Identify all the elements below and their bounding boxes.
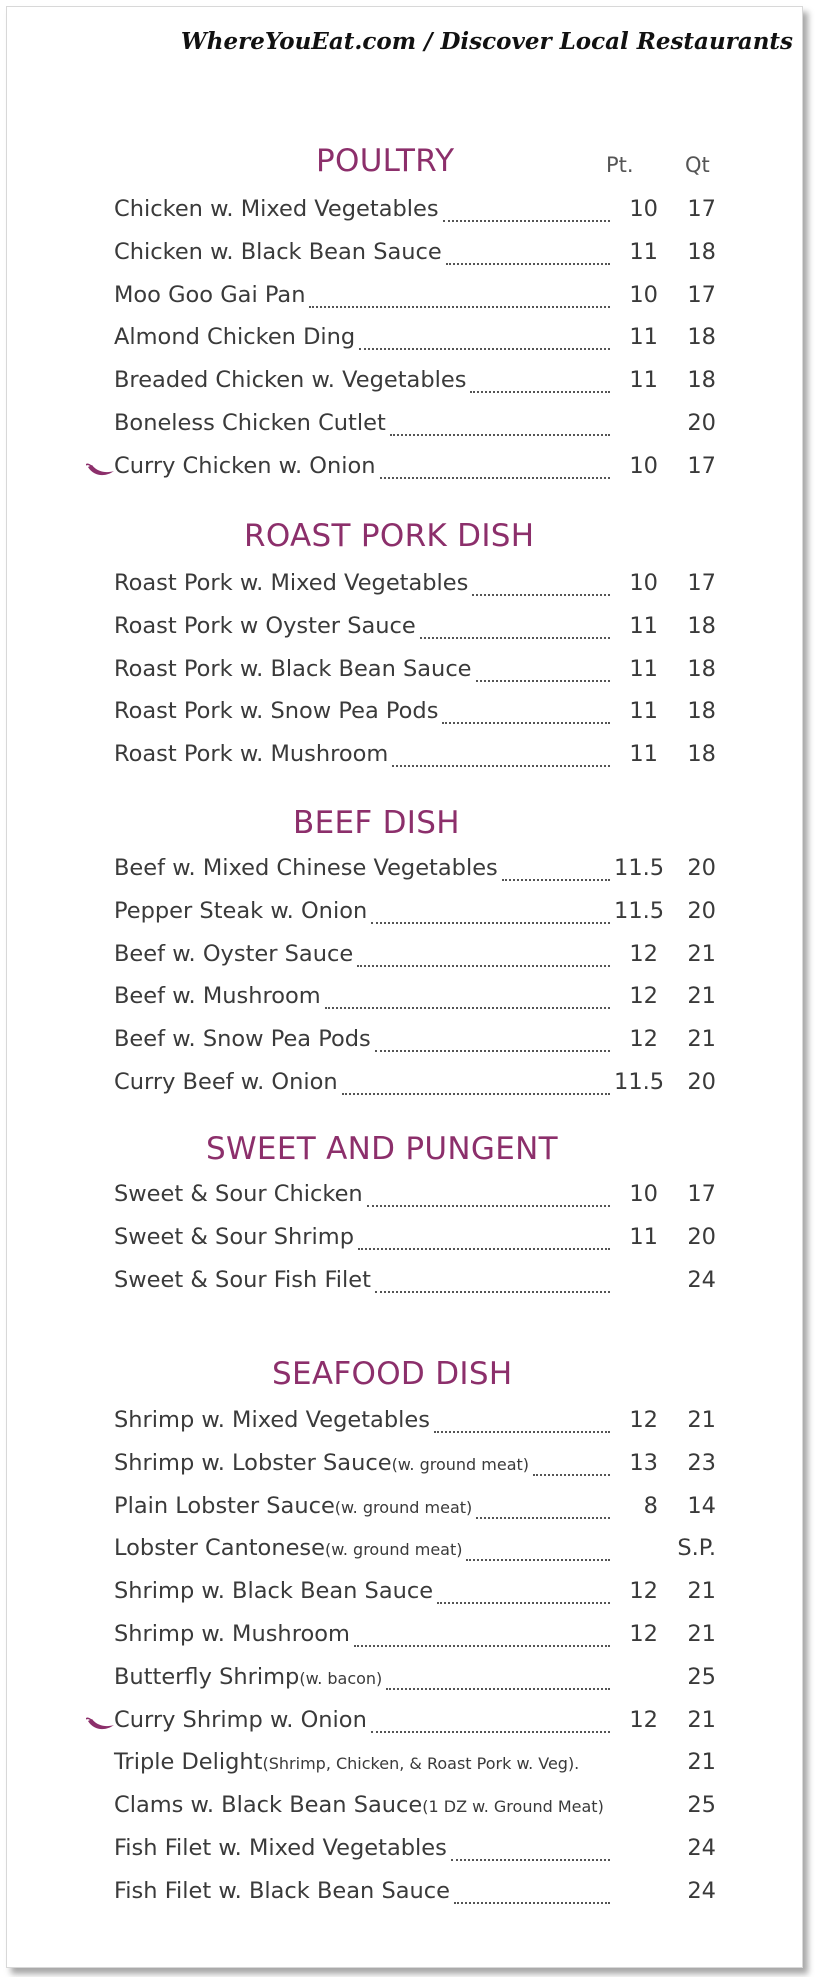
dot-leader [470, 391, 610, 393]
column-header-qt: Qt [685, 153, 710, 177]
menu-item [114, 239, 716, 275]
menu-item-name: Triple Delight [114, 1749, 263, 1776]
section-title: SWEET AND PUNGENT [206, 1131, 558, 1167]
menu-item-name: Beef w. Oyster Sauce [114, 940, 354, 967]
price-pint: 11 [629, 367, 658, 394]
price-quart: 20 [687, 855, 716, 881]
menu-item [114, 1707, 716, 1743]
menu-item-note: (Shrimp, Chicken, & Roast Pork w. Veg). [262, 1754, 580, 1774]
dot-leader [375, 1291, 610, 1293]
menu-item-name: Roast Pork w. Mushroom [114, 741, 389, 768]
price-pint: 11 [629, 655, 658, 682]
dot-leader [446, 263, 610, 265]
menu-item-name: Fish Filet w. Mixed Vegetables [114, 1835, 447, 1861]
menu-item [114, 282, 716, 318]
menu-item-name: Chicken w. Mixed Vegetables [114, 196, 439, 222]
menu-item-name: Roast Pork w. Snow Pea Pods [114, 698, 439, 725]
dot-leader [420, 637, 610, 639]
menu-item [114, 367, 716, 403]
menu-item [114, 453, 716, 489]
menu-item [114, 1664, 716, 1700]
price-pint: 12 [629, 1578, 658, 1605]
price-quart: 25 [687, 1792, 716, 1819]
menu-item [114, 1749, 716, 1785]
price-quart: 21 [687, 1749, 716, 1776]
price-quart: 21 [687, 1026, 716, 1053]
menu-item-name: Shrimp w. Black Bean Sauce [114, 1578, 434, 1605]
menu-item [114, 1535, 716, 1571]
price-quart: 18 [687, 612, 716, 639]
dot-leader [392, 765, 610, 767]
price-quart: 21 [687, 1578, 716, 1605]
menu-item [114, 1407, 716, 1443]
menu-item-note: (w. bacon) [299, 1668, 383, 1688]
price-quart: 18 [687, 741, 716, 768]
menu-item [114, 741, 716, 777]
section-title: SEAFOOD DISH [272, 1356, 513, 1392]
price-quart: 24 [687, 1266, 716, 1293]
dot-leader [437, 1602, 610, 1604]
dot-leader [442, 722, 610, 724]
price-pint: 11 [629, 698, 658, 725]
menu-item-name: Shrimp w. Mixed Vegetables [114, 1407, 430, 1433]
dot-leader [476, 680, 610, 682]
price-pint: 11 [629, 1223, 658, 1250]
menu-item-name: Roast Pork w. Black Bean Sauce [114, 655, 472, 682]
price-pint: 11.5 [614, 855, 665, 881]
dot-leader [371, 1731, 610, 1733]
price-quart: 21 [687, 1706, 716, 1733]
price-quart: 20 [687, 1223, 716, 1250]
dot-leader [359, 348, 610, 350]
menu-item-name: Curry Shrimp w. Onion [114, 1706, 367, 1733]
menu-item [114, 1181, 716, 1217]
menu-item [114, 1878, 716, 1914]
menu-item-name: Lobster Cantonese [114, 1535, 325, 1562]
chili-pepper-icon [86, 463, 116, 479]
price-quart: 24 [687, 1877, 716, 1904]
menu-item [114, 410, 716, 446]
price-pint: 10 [629, 1181, 658, 1207]
menu-item [114, 941, 716, 977]
menu-item-name: Almond Chicken Ding [114, 324, 356, 351]
price-pint: 8 [643, 1492, 658, 1519]
price-quart: 23 [687, 1449, 716, 1476]
price-pint: 12 [629, 1407, 658, 1433]
menu-item [114, 1224, 716, 1260]
price-pint: 11 [629, 612, 658, 639]
menu-item [114, 656, 716, 692]
dot-leader [454, 1902, 610, 1904]
dot-leader [309, 306, 610, 308]
menu-item-name: Breaded Chicken w. Vegetables [114, 367, 467, 394]
price-quart: 17 [687, 196, 716, 222]
price-pint: 11.5 [614, 897, 665, 924]
menu-item [114, 1069, 716, 1105]
column-header-pt: Pt. [606, 153, 634, 177]
price-quart: 21 [687, 940, 716, 967]
dot-leader [502, 879, 610, 881]
dot-leader [325, 1007, 610, 1009]
menu-item [114, 983, 716, 1019]
menu-item-name: Curry Beef w. Onion [114, 1069, 338, 1095]
price-quart: 17 [687, 452, 716, 479]
price-quart: 21 [687, 1621, 716, 1647]
dot-leader [466, 1559, 610, 1561]
section-title: POULTRY [316, 143, 455, 179]
menu-item-name: Roast Pork w. Mixed Vegetables [114, 570, 469, 596]
menu-item-note: (1 DZ w. Ground Meat) [422, 1797, 604, 1817]
price-quart: 20 [687, 897, 716, 924]
price-pint: 11.5 [614, 1069, 665, 1095]
dot-leader [367, 1205, 610, 1207]
menu-item-name: Sweet & Sour Shrimp [114, 1223, 354, 1250]
dot-leader [443, 220, 610, 222]
menu-item-name: Shrimp w. Mushroom [114, 1621, 350, 1647]
dot-leader [375, 1050, 610, 1052]
dot-leader [371, 922, 610, 924]
price-pint: 12 [629, 1621, 658, 1647]
price-quart: 18 [687, 367, 716, 394]
price-quart: 17 [687, 570, 716, 596]
price-pint: 12 [629, 1706, 658, 1733]
price-quart: 18 [687, 238, 716, 265]
price-pint: 11 [629, 238, 658, 265]
chili-pepper-icon [86, 1717, 116, 1733]
menu-item-note: (w. ground meat) [334, 1497, 473, 1517]
price-quart: S.P. [677, 1535, 716, 1562]
menu-item [114, 1578, 716, 1614]
menu-item-name: Beef w. Mushroom [114, 983, 321, 1010]
menu-item [114, 196, 716, 232]
price-pint: 10 [629, 452, 658, 479]
menu-item-name: Pepper Steak w. Onion [114, 897, 368, 924]
section-title: ROAST PORK DISH [244, 518, 535, 554]
dot-leader [354, 1645, 610, 1647]
price-pint: 11 [629, 324, 658, 351]
menu-item-name: Clams w. Black Bean Sauce [114, 1792, 423, 1819]
menu-item [114, 324, 716, 360]
menu-item [114, 1621, 716, 1657]
price-quart: 20 [687, 410, 716, 436]
dot-leader [386, 1688, 610, 1690]
price-quart: 18 [687, 655, 716, 682]
menu-item [114, 1450, 716, 1486]
menu-item [114, 570, 716, 606]
dot-leader [380, 477, 610, 479]
price-quart: 20 [687, 1069, 716, 1095]
menu-item [114, 855, 716, 891]
menu-item-note: (w. ground meat) [391, 1454, 530, 1474]
menu-item [114, 1026, 716, 1062]
menu-item-name: Curry Chicken w. Onion [114, 452, 376, 479]
menu-item-name: Plain Lobster Sauce [114, 1492, 335, 1519]
menu-item-name: Butterfly Shrimp [114, 1663, 300, 1690]
site-header: WhereYouEat.com / Discover Local Restaurants [180, 28, 793, 55]
price-quart: 21 [687, 1407, 716, 1433]
price-pint: 12 [629, 983, 658, 1010]
section-title: BEEF DISH [293, 805, 460, 841]
menu-item [114, 1835, 716, 1871]
menu-item [114, 1792, 716, 1828]
menu-item-name: Sweet & Sour Fish Filet [114, 1266, 371, 1293]
dot-leader [476, 1517, 610, 1519]
price-pint: 13 [629, 1449, 658, 1476]
menu-item [114, 1267, 716, 1303]
dot-leader [533, 1474, 610, 1476]
menu-item-name: Sweet & Sour Chicken [114, 1181, 363, 1207]
price-pint: 10 [629, 570, 658, 596]
price-pint: 10 [629, 196, 658, 222]
price-pint: 10 [629, 281, 658, 308]
menu-item-name: Moo Goo Gai Pan [114, 281, 306, 308]
menu-item-name: Fish Filet w. Black Bean Sauce [114, 1877, 451, 1904]
menu-item [114, 898, 716, 934]
price-quart: 24 [687, 1835, 716, 1861]
price-quart: 18 [687, 324, 716, 351]
dot-leader [358, 1248, 610, 1250]
dot-leader [357, 965, 610, 967]
menu-item-name: Shrimp w. Lobster Sauce [114, 1449, 392, 1476]
price-quart: 25 [687, 1663, 716, 1690]
menu-item-name: Chicken w. Black Bean Sauce [114, 238, 442, 265]
menu-item [114, 613, 716, 649]
menu-item-name: Beef w. Snow Pea Pods [114, 1026, 371, 1053]
price-quart: 17 [687, 1181, 716, 1207]
price-pint: 11 [629, 741, 658, 768]
dot-leader [342, 1093, 610, 1095]
menu-item [114, 1493, 716, 1529]
menu-item [114, 698, 716, 734]
dot-leader [451, 1859, 610, 1861]
menu-item-name: Beef w. Mixed Chinese Vegetables [114, 855, 498, 881]
price-pint: 12 [629, 1026, 658, 1053]
dot-leader [434, 1431, 610, 1433]
price-quart: 18 [687, 698, 716, 725]
menu-item-note: (w. ground meat) [325, 1540, 463, 1560]
menu-item-name: Boneless Chicken Cutlet [114, 410, 386, 436]
price-pint: 12 [629, 940, 658, 967]
price-quart: 14 [687, 1492, 716, 1519]
dot-leader [390, 434, 610, 436]
price-quart: 17 [687, 281, 716, 308]
price-quart: 21 [687, 983, 716, 1010]
menu-item-name: Roast Pork w Oyster Sauce [114, 612, 416, 639]
dot-leader [472, 594, 610, 596]
